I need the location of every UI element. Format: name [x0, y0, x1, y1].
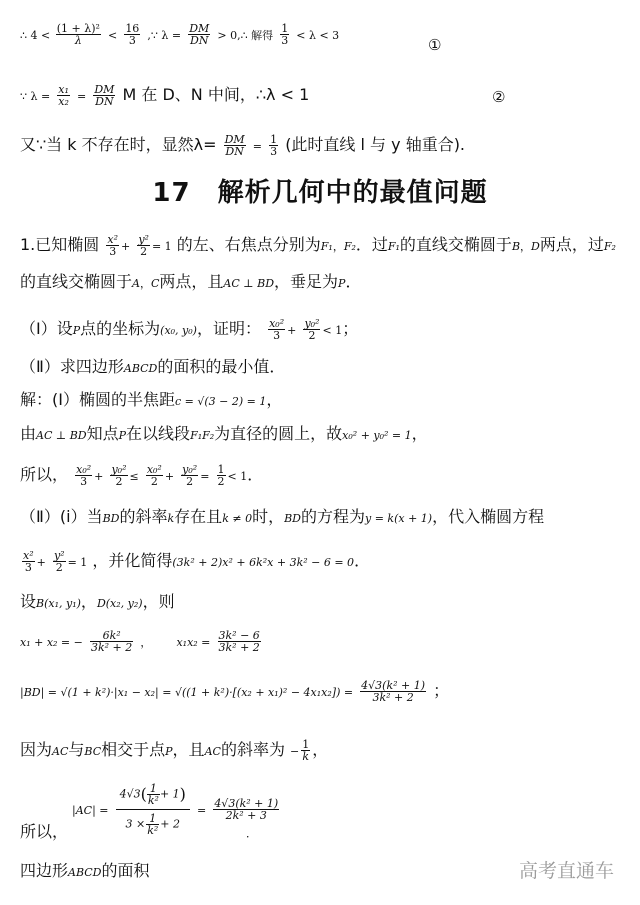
k-not-exist-line: 又∵当 k 不存在时，显然λ= $\frac{DM}{DN}$ = $\frac{1}{3}$ (此时直线 l 与 y 轴重合). [20, 133, 466, 158]
fraction-16-3: $\frac{16}{3}$ [125, 22, 140, 47]
solution-line-6: 设B(x₁, y₁)，D(x₂, y₂)，则 [20, 592, 175, 611]
part-2-statement: （Ⅱ）求四边形ABCD的面积的最小值． [20, 357, 286, 376]
vieta-line: x₁ + x₂ = − $\frac{\text{6k²}}{\text{3k² + 2}}$ ， x₁x₂ = $\frac{\text{3k² − 6}}{\text{3k² + 2}}$ [20, 629, 260, 654]
watermark: 高考直通车 [518, 860, 614, 882]
part-1-statement: （Ⅰ）设P点的坐标为(x₀, y₀)，证明： $\frac{\text{x₀²}}{3}$ + $\frac{\text{y₀²}}{2}$ < 1； [20, 317, 359, 342]
lambda-conclusion: M 在 D、N 中间，∴λ < 1 [122, 85, 310, 104]
fraction-dm-dn: $\frac{DM}{DN}$ [189, 22, 210, 47]
section-title: 17 解析几何中的最值问题 [152, 178, 488, 208]
solution-line-5: $\frac{\text{x²}}{3}$ + $\frac{\text{y²}}{2}$ = 1 ，并化简得(3k² + 2)x² + 6k²x + 3k² − 6 = 0． [23, 549, 371, 574]
ac-length-formula: |AC| = 4√3( $\frac{1}{\text{k²}}$ + 1) 3 × $\frac{1}{\text{k²}}$ + 2 = $\frac{\text{4√3(k² + 1)}}{\text{2k² + 3}}$ [72, 782, 279, 837]
solution-line-2: 由AC ⊥ BD知点P在以线段F₁F₂为直径的圆上，故x₀² + y₀² = 1， [20, 424, 428, 443]
solution-line-10: 所以， ． [20, 822, 258, 841]
solution-line-4: （Ⅱ）(ⅰ）当BD的斜率k存在且k ≠ 0时，BD的方程为y = k(x + 1)，代入椭圆方程 [20, 507, 545, 526]
inequality-line: ∴ 4 < $\frac{\text{(1 + λ)²}}{\lambda}$ < $\frac{16}{3}$ ,∵ λ = $\frac{DM}{DN}$ > 0,∴ 解得 $\frac{1}{3}$ < λ < 3 [20, 22, 340, 47]
solution-line-3: 所以， $\frac{\text{x₀²}}{3}$ + $\frac{\text{y₀²}}{2}$ ≤ $\frac{\text{x₀²}}{2}$ + $\frac{\text{y₀²}}{2}$ = $\frac{1}{2}$ < 1． [20, 463, 264, 488]
lambda-ratio-line: ∵ λ = $\frac{\text{x₁}}{\text{x₂}}$ = $\frac{DM}{DN}$ M 在 D、N 中间，∴λ < 1 [20, 83, 310, 108]
fraction-lambda: $\frac{\text{(1 + λ)²}}{\lambda}$ [56, 22, 100, 47]
fraction-1-3: $\frac{1}{3}$ [281, 22, 289, 47]
circled-marker-1: ① [428, 36, 442, 54]
circled-marker-2: ② [492, 88, 506, 106]
math-four: 4 [30, 29, 38, 42]
solve-word: 解得 [251, 29, 274, 42]
problem-line-2: 的直线交椭圆于A，C两点，且AC ⊥ BD，垂足为P． [20, 272, 362, 291]
bd-length-line: |BD| = √(1 + k²)·|x₁ − x₂| = √((1 + k²)·[(x₂ + x₁)² − 4x₁x₂]) = $\frac{\text{4√3(k² + 1)}}{\text{3k² + 2}}$ ； [20, 679, 450, 704]
problem-line-1: 1.已知椭圆 $\frac{\text{x²}}{3}$ + $\frac{\text{y²}}{2}$ = 1 的左、右焦点分别为F₁，F₂．过F₁的直线交椭圆于B，D两点，过F₂ [20, 233, 616, 258]
solution-line-11: 四边形ABCD的面积 [20, 861, 150, 880]
solution-line-9: 因为AC与BC相交于点P，且AC的斜率为 − $\frac{1}{k}$ ， [20, 738, 329, 763]
solution-line-1: 解：(Ⅰ）椭圆的半焦距c = √(3 − 2) = 1， [20, 390, 283, 409]
